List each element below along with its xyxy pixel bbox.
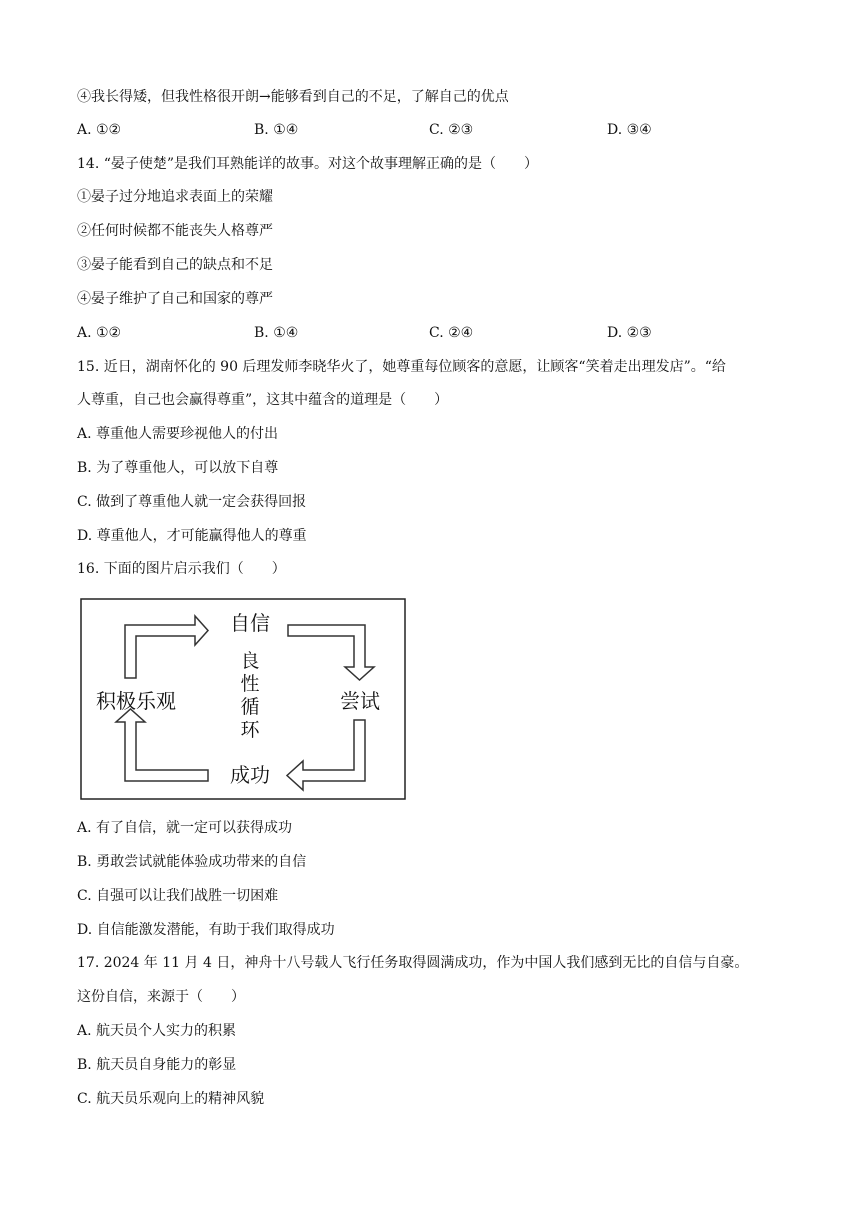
virtuous-cycle-diagram: [80, 598, 406, 800]
q16-option-c[interactable]: C. 自强可以让我们战胜一切困难: [77, 888, 279, 904]
q14-option-c[interactable]: C. ②④: [429, 325, 474, 341]
q15-option-c[interactable]: C. 做到了尊重他人就一定会获得回报: [77, 494, 307, 510]
diagram-center-char-2: 性: [240, 673, 260, 695]
q13-option-b[interactable]: B. ①④: [254, 122, 299, 138]
diagram-center-char-1: 良: [240, 650, 260, 672]
q16-option-d[interactable]: D. 自信能激发潜能，有助于我们取得成功: [77, 922, 335, 938]
q14-option-a[interactable]: A. ①②: [77, 325, 122, 341]
q16-option-b[interactable]: B. 勇敢尝试就能体验成功带来的自信: [77, 854, 307, 870]
q17-option-a[interactable]: A. 航天员个人实力的积累: [77, 1023, 237, 1039]
q14-item-3: ③晏子能看到自己的缺点和不足: [77, 257, 273, 273]
diagram-label-left: 积极乐观: [96, 689, 176, 713]
q15-stem-line-1: 15. 近日，湖南怀化的 90 后理发师李晓华火了，她尊重每位顾客的意愿，让顾客“笑着走出理发店”。“给: [77, 359, 726, 375]
q15-option-a[interactable]: A. 尊重他人需要珍视他人的付出: [77, 426, 279, 442]
q15-option-b[interactable]: B. 为了尊重他人，可以放下自尊: [77, 460, 279, 476]
diagram-center-char-4: 环: [240, 719, 260, 741]
q17-option-b[interactable]: B. 航天员自身能力的彰显: [77, 1057, 237, 1073]
q16-option-a[interactable]: A. 有了自信，就一定可以获得成功: [77, 820, 293, 836]
diagram-label-right: 尝试: [340, 689, 380, 713]
diagram-label-bottom: 成功: [230, 763, 270, 787]
q14-stem: 14. “晏子使楚”是我们耳熟能详的故事。对这个故事理解正确的是（ ）: [77, 156, 539, 172]
q15-stem-line-2: 人尊重，自己也会赢得尊重”，这其中蕴含的道理是（ ）: [77, 392, 449, 408]
q14-option-b[interactable]: B. ①④: [254, 325, 299, 341]
q16-stem: 16. 下面的图片启示我们（ ）: [77, 561, 286, 577]
q14-item-1: ①晏子过分地追求表面上的荣耀: [77, 189, 273, 205]
q13-options: [77, 120, 797, 140]
q17-option-c[interactable]: C. 航天员乐观向上的精神风貌: [77, 1091, 265, 1107]
q17-stem-line-1: 17. 2024 年 11 月 4 日，神舟十八号载人飞行任务取得圆满成功，作为中国人我们感到无比的自信与自豪。: [77, 955, 749, 971]
diagram-label-top: 自信: [230, 611, 270, 635]
q14-item-2: ②任何时候都不能丧失人格尊严: [77, 223, 273, 239]
q14-item-4: ④晏子维护了自己和国家的尊严: [77, 291, 273, 307]
q17-stem-line-2: 这份自信，来源于（ ）: [77, 989, 245, 1005]
q13-item-4: ④我长得矮，但我性格很开朗→能够看到自己的不足，了解自己的优点: [77, 89, 509, 105]
q13-option-d[interactable]: D. ③④: [607, 122, 652, 138]
q14-option-d[interactable]: D. ②③: [607, 325, 652, 341]
q15-option-d[interactable]: D. 尊重他人，才可能赢得他人的尊重: [77, 528, 307, 544]
q13-option-a[interactable]: A. ①②: [77, 122, 122, 138]
diagram-center-char-3: 循: [240, 696, 260, 718]
q14-options: [77, 323, 797, 343]
q13-option-c[interactable]: C. ②③: [429, 122, 474, 138]
